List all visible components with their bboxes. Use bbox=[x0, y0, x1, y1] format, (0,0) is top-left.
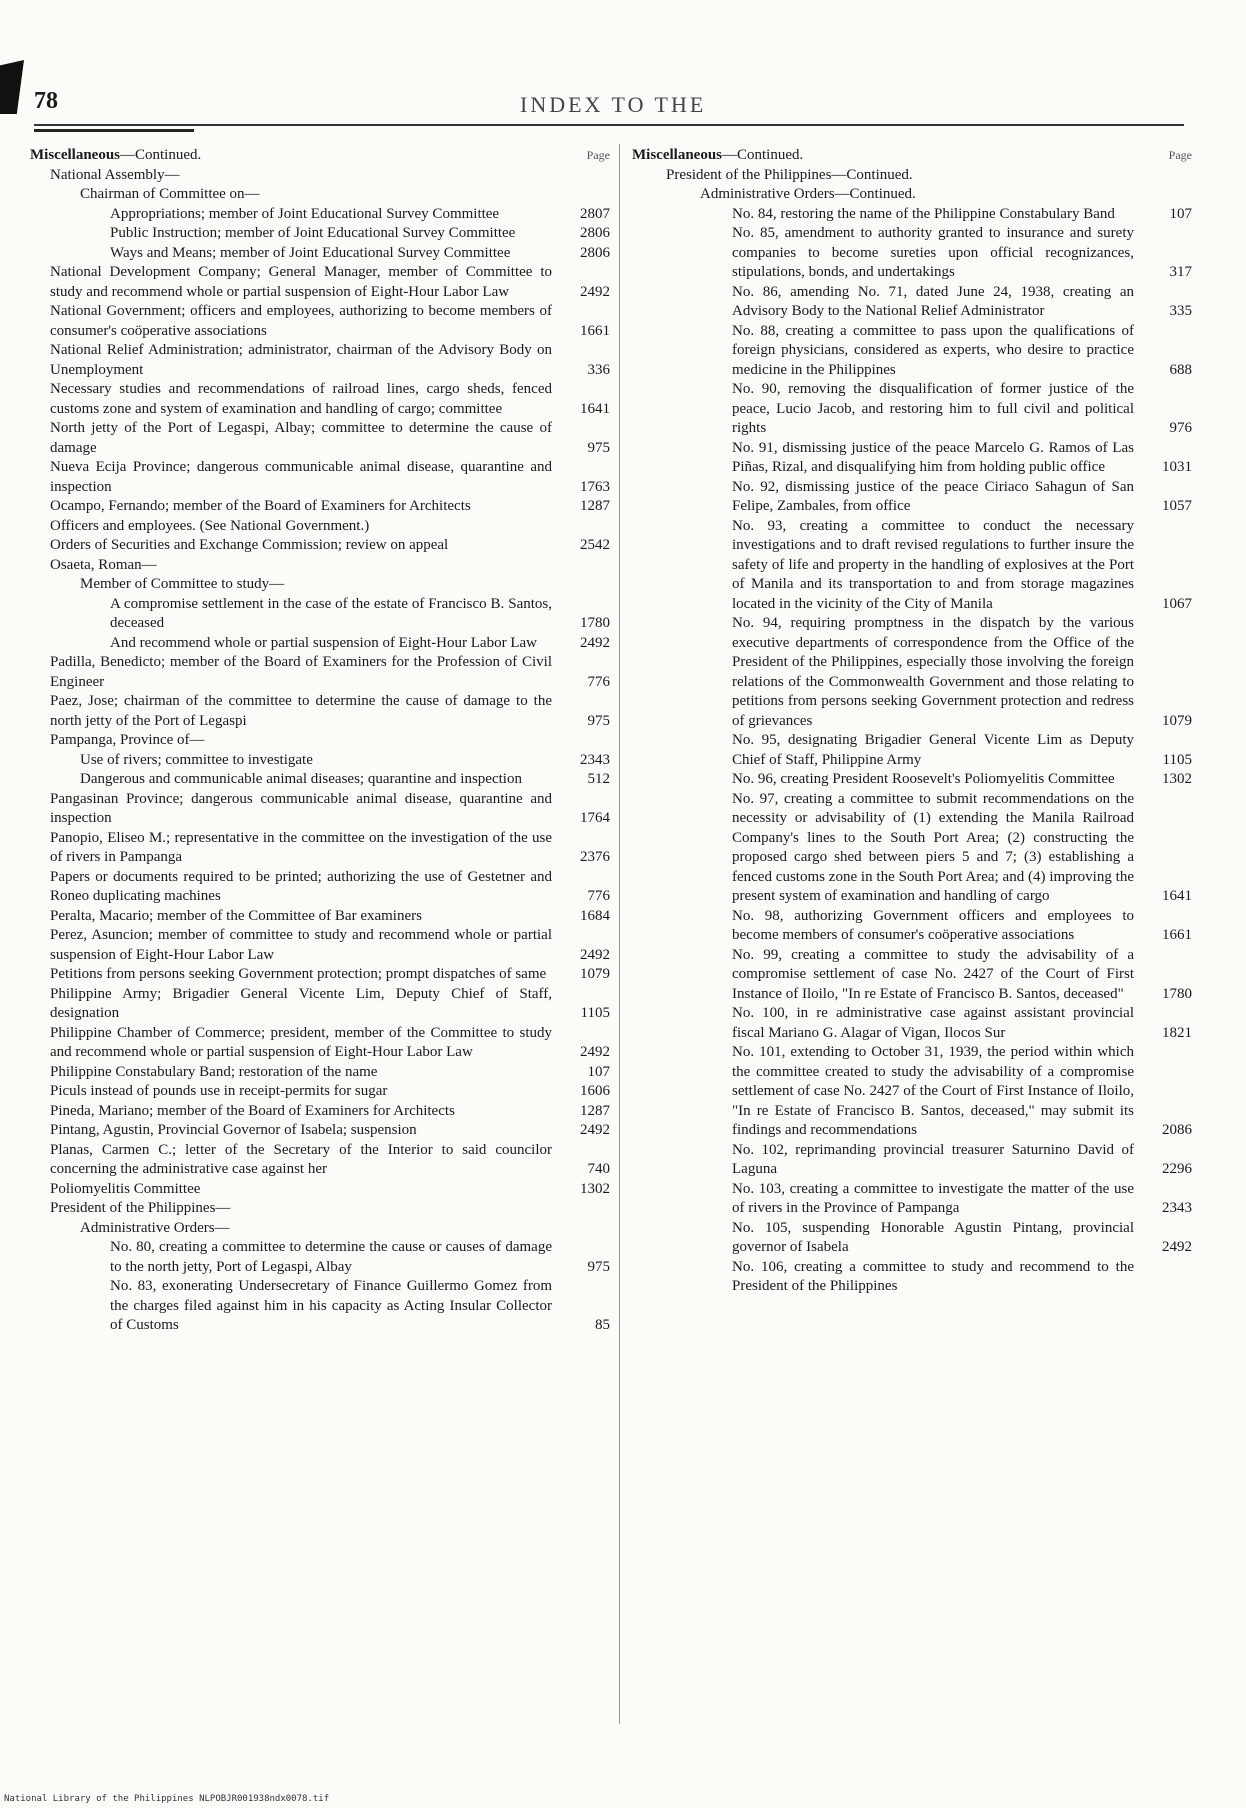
index-entry bbox=[30, 1121, 610, 1141]
entry-page-number: 2343 bbox=[580, 751, 610, 768]
index-entry bbox=[30, 634, 610, 654]
index-entry bbox=[30, 166, 610, 186]
entry-page-number: 107 bbox=[1169, 205, 1192, 222]
header-rule bbox=[34, 124, 1184, 126]
index-entry bbox=[632, 205, 1192, 225]
index-entry bbox=[30, 517, 610, 537]
index-entry bbox=[30, 1141, 610, 1180]
entry-page-number: 107 bbox=[587, 1063, 610, 1080]
entry-page-number: 2492 bbox=[580, 1122, 610, 1138]
index-entry bbox=[632, 946, 1192, 1005]
entry-page-number: 1079 bbox=[1162, 712, 1192, 729]
section-heading: Miscellaneous bbox=[632, 147, 722, 163]
entry-page-number: 776 bbox=[587, 673, 610, 690]
entry-text: No. 80, creating a committee to determine the cause or causes of damage to the north jetty, Port of Legaspi, Albay bbox=[110, 1239, 552, 1275]
index-entry bbox=[632, 322, 1192, 381]
index-entry bbox=[30, 1277, 610, 1336]
entry-page-number: 975 bbox=[587, 1258, 610, 1275]
entry-page-number: 1763 bbox=[580, 478, 610, 495]
entry-page-number: 2086 bbox=[1162, 1122, 1192, 1138]
index-entry bbox=[632, 224, 1192, 283]
index-entry bbox=[30, 341, 610, 380]
entry-page-number: 776 bbox=[587, 888, 610, 904]
entry-page-number: 1067 bbox=[1162, 595, 1192, 612]
index-entry bbox=[30, 244, 610, 264]
entry-page-number: 1105 bbox=[580, 1005, 610, 1021]
entry-text: No. 94, requiring promptness in the dispatch by the various executive departments of correspondence from the Office of the President of the Philippines, especially those involving the foreign relations of the Commonwealth Government and those relating to petitions from persons seeking Government protection and redress of grievances bbox=[732, 615, 1134, 729]
index-entry bbox=[30, 692, 610, 731]
entry-text: Necessary studies and recommendations of railroad lines, cargo sheds, fenced customs zone and system of examination and handling of cargo; committee bbox=[50, 381, 552, 417]
entry-page-number: 1031 bbox=[1162, 459, 1192, 475]
left-entry-list bbox=[30, 166, 610, 1336]
entry-text: No. 88, creating a committee to pass upon the qualifications of foreign physicians, considered as experts, who desire to practice medicine in the Philippines bbox=[732, 322, 1134, 378]
entry-page-number: 1079 bbox=[580, 966, 610, 982]
entry-text: No. 84, restoring the name of the Philippine Constabulary Band bbox=[732, 205, 1115, 222]
entry-text: Use of rivers; committee to investigate bbox=[80, 751, 313, 768]
index-entry bbox=[30, 556, 610, 576]
entry-text: Ocampo, Fernando; member of the Board of Examiners for Architects bbox=[50, 498, 471, 514]
index-entry bbox=[30, 829, 610, 868]
index-entry bbox=[30, 1180, 610, 1200]
entry-text: Chairman of Committee on— bbox=[80, 186, 260, 202]
entry-text: No. 92, dismissing justice of the peace Ciriaco Sahagun of San Felipe, Zambales, from office bbox=[732, 478, 1134, 514]
entry-page-number: 1641 bbox=[1162, 888, 1192, 904]
entry-page-number: 688 bbox=[1169, 361, 1192, 378]
entry-text: North jetty of the Port of Legaspi, Albay; committee to determine the cause of damage bbox=[50, 420, 552, 456]
index-entry bbox=[30, 770, 610, 790]
entry-page-number: 1641 bbox=[580, 400, 610, 417]
entry-text: Orders of Securities and Exchange Commission; review on appeal bbox=[50, 537, 449, 553]
entry-text: No. 102, reprimanding provincial treasurer Saturnino David of Laguna bbox=[732, 1141, 1134, 1177]
entry-page-number: 1764 bbox=[580, 810, 610, 826]
subheading: President of the Philippines—Continued. bbox=[666, 166, 913, 183]
entry-text: And recommend whole or partial suspension of Eight-Hour Labor Law bbox=[110, 634, 537, 651]
entry-page-number: 2343 bbox=[1162, 1200, 1192, 1216]
entry-page-number: 1302 bbox=[580, 1180, 610, 1197]
entry-text: Petitions from persons seeking Government protection; prompt dispatches of same bbox=[50, 966, 547, 982]
index-entry bbox=[30, 1082, 610, 1102]
entry-text: Pintang, Agustin, Provincial Governor of Isabela; suspension bbox=[50, 1122, 417, 1138]
index-entry bbox=[30, 263, 610, 302]
index-entry bbox=[632, 770, 1192, 790]
entry-text: Piculs instead of pounds use in receipt-permits for sugar bbox=[50, 1083, 388, 1099]
index-entry bbox=[30, 419, 610, 458]
entry-text: No. 93, creating a committee to conduct the necessary investigations and to draft revised regulations to further insure the safety of life and property in the handling of explosives at the Port of Manila and its transportation to and from storage magazines located in the vicinity of the City of Manila bbox=[732, 517, 1134, 612]
entry-text: No. 86, amending No. 71, dated June 24, 1938, creating an Advisory Body to the National Relief Administrator bbox=[732, 283, 1134, 319]
index-entry bbox=[30, 1219, 610, 1239]
entry-text: Papers or documents required to be printed; authorizing the use of Gestetner and Roneo duplicating machines bbox=[50, 868, 552, 904]
header-rule-accent bbox=[34, 129, 194, 132]
index-entry bbox=[30, 985, 610, 1024]
entry-text: No. 83, exonerating Undersecretary of Finance Guillermo Gomez from the charges filed against him in his capacity as Acting Insular Collector of Customs bbox=[110, 1278, 552, 1333]
page-column-label: Page bbox=[1168, 148, 1192, 162]
entry-page-number: 2296 bbox=[1162, 1161, 1192, 1177]
entry-page-number: 976 bbox=[1169, 420, 1192, 436]
entry-text: No. 95, designating Brigadier General Vicente Lim as Deputy Chief of Staff, Philippine Army bbox=[732, 732, 1134, 768]
entry-page-number: 2492 bbox=[580, 634, 610, 651]
entry-text: No. 98, authorizing Government officers and employees to become members of consumer's coöperative associations bbox=[732, 907, 1134, 943]
entry-page-number: 2492 bbox=[580, 1044, 610, 1060]
entry-text: No. 106, creating a committee to study and recommend to the President of the Philippines bbox=[732, 1258, 1134, 1294]
index-entry bbox=[632, 1219, 1192, 1258]
index-entry bbox=[30, 224, 610, 244]
entry-page-number: 2806 bbox=[580, 225, 610, 241]
entry-text: President of the Philippines— bbox=[50, 1200, 231, 1216]
index-entry bbox=[30, 302, 610, 341]
entry-text: No. 97, creating a committee to submit recommendations on the necessity or advisability of (1) extending the Manila Railroad Company's lines to the South Port Area; (2) constructing the proposed cargo shed between piers 5 and 7; (3) establishing a fenced customs zone in the South Port Area; and (4) improving the present system of examination and handling of cargo bbox=[732, 790, 1134, 904]
page-corner-mark bbox=[0, 60, 24, 114]
entry-text: No. 101, extending to October 31, 1939, the period within which the committee created to study the advisability of a compromise settlement of case No. 2427 of the Court of First Instance of Iloilo, "In re Estate of Francisco B. Santos, deceased," may submit its findings and recommendations bbox=[732, 1044, 1134, 1138]
entry-page-number: 1287 bbox=[580, 498, 610, 514]
right-column-heading bbox=[632, 146, 1192, 166]
entry-text: No. 90, removing the disqualification of former justice of the peace, Lucio Jacob, and restoring him to full civil and political rights bbox=[732, 381, 1134, 436]
entry-text: No. 100, in re administrative case against assistant provincial fiscal Mariano G. Alagar of Vigan, Ilocos Sur bbox=[732, 1005, 1134, 1041]
entry-page-number: 2492 bbox=[580, 283, 610, 300]
index-entry bbox=[30, 751, 610, 771]
entry-text: No. 99, creating a committee to study the advisability of a compromise settlement of case No. 2427 of the Court of First Instance of Iloilo, "In re Estate of Francisco B. Santos, deceased" bbox=[732, 946, 1134, 1002]
entry-text: Pampanga, Province of— bbox=[50, 732, 205, 748]
footer-source: National Library of the Philippines NLPOBJR001938ndx0078.tif bbox=[4, 1794, 330, 1804]
entry-text: No. 85, amendment to authority granted to insurance and surety companies to become sureties upon official recognizances, stipulations, bonds, and undertakings bbox=[732, 225, 1134, 280]
entry-text: Dangerous and communicable animal diseases; quarantine and inspection bbox=[80, 771, 522, 787]
index-entry bbox=[30, 575, 610, 595]
entry-text: No. 96, creating President Roosevelt's Poliomyelitis Committee bbox=[732, 771, 1115, 787]
running-header: INDEX TO THE bbox=[520, 92, 707, 117]
entry-page-number: 2806 bbox=[580, 244, 610, 261]
index-entry bbox=[30, 965, 610, 985]
left-column bbox=[30, 146, 610, 1336]
entry-page-number: 1780 bbox=[580, 615, 610, 631]
entry-text: Public Instruction; member of Joint Educational Survey Committee bbox=[110, 225, 516, 241]
entry-text: Osaeta, Roman— bbox=[50, 556, 157, 573]
entry-text: Padilla, Benedicto; member of the Board of Examiners for the Profession of Civil Engineer bbox=[50, 654, 552, 690]
index-entry bbox=[30, 868, 610, 907]
entry-page-number: 2492 bbox=[580, 946, 610, 963]
left-column-heading bbox=[30, 146, 610, 166]
entry-page-number: 1661 bbox=[1162, 927, 1192, 943]
index-entry bbox=[632, 731, 1192, 770]
entry-text: Philippine Constabulary Band; restoration of the name bbox=[50, 1063, 378, 1080]
entry-text: No. 91, dismissing justice of the peace Marcelo G. Ramos of Las Piñas, Rizal, and disqualifying him from holding public office bbox=[732, 439, 1134, 475]
index-entry bbox=[30, 653, 610, 692]
entry-page-number: 2807 bbox=[580, 205, 610, 222]
entry-text: National Assembly— bbox=[50, 166, 180, 183]
index-entry bbox=[632, 439, 1192, 478]
entry-text: Pangasinan Province; dangerous communicable animal disease, quarantine and inspection bbox=[50, 790, 552, 826]
column-divider bbox=[619, 144, 620, 1724]
entry-text: No. 103, creating a committee to investigate the matter of the use of rivers in the Province of Pampanga bbox=[732, 1180, 1134, 1216]
section-heading: Miscellaneous bbox=[30, 147, 120, 163]
entry-text: Pineda, Mariano; member of the Board of Examiners for Architects bbox=[50, 1102, 455, 1119]
entry-page-number: 975 bbox=[587, 439, 610, 456]
index-entry bbox=[632, 1004, 1192, 1043]
entry-page-number: 2492 bbox=[1162, 1239, 1192, 1255]
entry-page-number: 335 bbox=[1169, 303, 1192, 319]
section-heading-continued: —Continued. bbox=[722, 147, 804, 163]
entry-page-number: 512 bbox=[587, 771, 610, 787]
entry-text: Planas, Carmen C.; letter of the Secretary of the Interior to said councilor concerning the administrative case against her bbox=[50, 1141, 552, 1177]
entry-page-number: 1684 bbox=[580, 907, 610, 924]
entry-text: Panopio, Eliseo M.; representative in the committee on the investigation of the use of rivers in Pampanga bbox=[50, 829, 552, 865]
entry-page-number: 1302 bbox=[1162, 771, 1192, 787]
entry-page-number: 740 bbox=[587, 1161, 610, 1177]
subheading: Administrative Orders—Continued. bbox=[700, 186, 916, 202]
index-entry bbox=[30, 1102, 610, 1122]
entry-text: Poliomyelitis Committee bbox=[50, 1180, 201, 1197]
index-entry bbox=[632, 1141, 1192, 1180]
index-entry bbox=[632, 517, 1192, 615]
index-entry bbox=[632, 614, 1192, 731]
index-entry bbox=[30, 185, 610, 205]
entry-page-number: 1661 bbox=[580, 322, 610, 339]
page-column-label: Page bbox=[586, 148, 610, 162]
index-entry bbox=[30, 536, 610, 556]
entry-text: Peralta, Macario; member of the Committee of Bar examiners bbox=[50, 907, 422, 924]
entry-text: Perez, Asuncion; member of committee to study and recommend whole or partial suspension of Eight-Hour Labor Law bbox=[50, 927, 552, 963]
index-entry bbox=[30, 458, 610, 497]
right-column bbox=[632, 146, 1192, 1297]
index-entry bbox=[30, 926, 610, 965]
page-number: 78 bbox=[34, 88, 58, 114]
entry-text: Paez, Jose; chairman of the committee to determine the cause of damage to the north jetty of the Port of Legaspi bbox=[50, 693, 552, 729]
entry-text: National Relief Administration; administrator, chairman of the Advisory Body on Unemployment bbox=[50, 342, 552, 378]
index-entry bbox=[30, 790, 610, 829]
entry-page-number: 317 bbox=[1169, 264, 1192, 280]
entry-text: Nueva Ecija Province; dangerous communicable animal disease, quarantine and inspection bbox=[50, 459, 552, 495]
index-entry bbox=[30, 907, 610, 927]
entry-text: Officers and employees. (See National Government.) bbox=[50, 517, 370, 534]
entry-text: National Government; officers and employees, authorizing to become members of consumer's coöperative associations bbox=[50, 303, 552, 339]
index-entry bbox=[30, 205, 610, 225]
right-entry-list bbox=[632, 205, 1192, 1297]
entry-text: Appropriations; member of Joint Educational Survey Committee bbox=[110, 205, 500, 222]
entry-page-number: 85 bbox=[595, 1317, 610, 1333]
index-entry bbox=[30, 1238, 610, 1277]
index-entry bbox=[632, 1258, 1192, 1297]
index-entry bbox=[30, 1199, 610, 1219]
index-entry bbox=[632, 380, 1192, 439]
index-entry bbox=[30, 380, 610, 419]
entry-text: Philippine Army; Brigadier General Vicente Lim, Deputy Chief of Staff, designation bbox=[50, 985, 552, 1021]
entry-text: Administrative Orders— bbox=[80, 1219, 230, 1236]
entry-text: Member of Committee to study— bbox=[80, 576, 285, 592]
entry-page-number: 1105 bbox=[1162, 751, 1192, 768]
entry-text: No. 105, suspending Honorable Agustin Pintang, provincial governor of Isabela bbox=[732, 1219, 1134, 1255]
entry-page-number: 1287 bbox=[580, 1102, 610, 1119]
index-entry bbox=[30, 1024, 610, 1063]
index-entry bbox=[632, 907, 1192, 946]
entry-text: National Development Company; General Manager, member of Committee to study and recommend whole or partial suspension of Eight-Hour Labor Law bbox=[50, 264, 552, 300]
index-entry bbox=[30, 595, 610, 634]
entry-page-number: 2542 bbox=[580, 537, 610, 553]
index-entry bbox=[632, 1043, 1192, 1141]
entry-page-number: 1821 bbox=[1162, 1024, 1192, 1041]
entry-text: Philippine Chamber of Commerce; president, member of the Committee to study and recommend whole or partial suspension of Eight-Hour Labor Law bbox=[50, 1024, 552, 1060]
entry-text: Ways and Means; member of Joint Educational Survey Committee bbox=[110, 244, 511, 261]
index-entry bbox=[632, 1180, 1192, 1219]
index-entry bbox=[30, 1063, 610, 1083]
entry-page-number: 1057 bbox=[1162, 498, 1192, 514]
entry-page-number: 2376 bbox=[580, 849, 610, 865]
section-heading-continued: —Continued. bbox=[120, 147, 202, 163]
index-entry bbox=[30, 497, 610, 517]
entry-text: A compromise settlement in the case of the estate of Francisco B. Santos, deceased bbox=[110, 595, 552, 631]
entry-page-number: 1606 bbox=[580, 1083, 610, 1099]
entry-page-number: 975 bbox=[587, 712, 610, 729]
index-entry bbox=[632, 478, 1192, 517]
entry-page-number: 336 bbox=[587, 361, 610, 378]
index-entry bbox=[632, 790, 1192, 907]
index-entry bbox=[632, 283, 1192, 322]
index-entry bbox=[30, 731, 610, 751]
entry-page-number: 1780 bbox=[1162, 985, 1192, 1002]
